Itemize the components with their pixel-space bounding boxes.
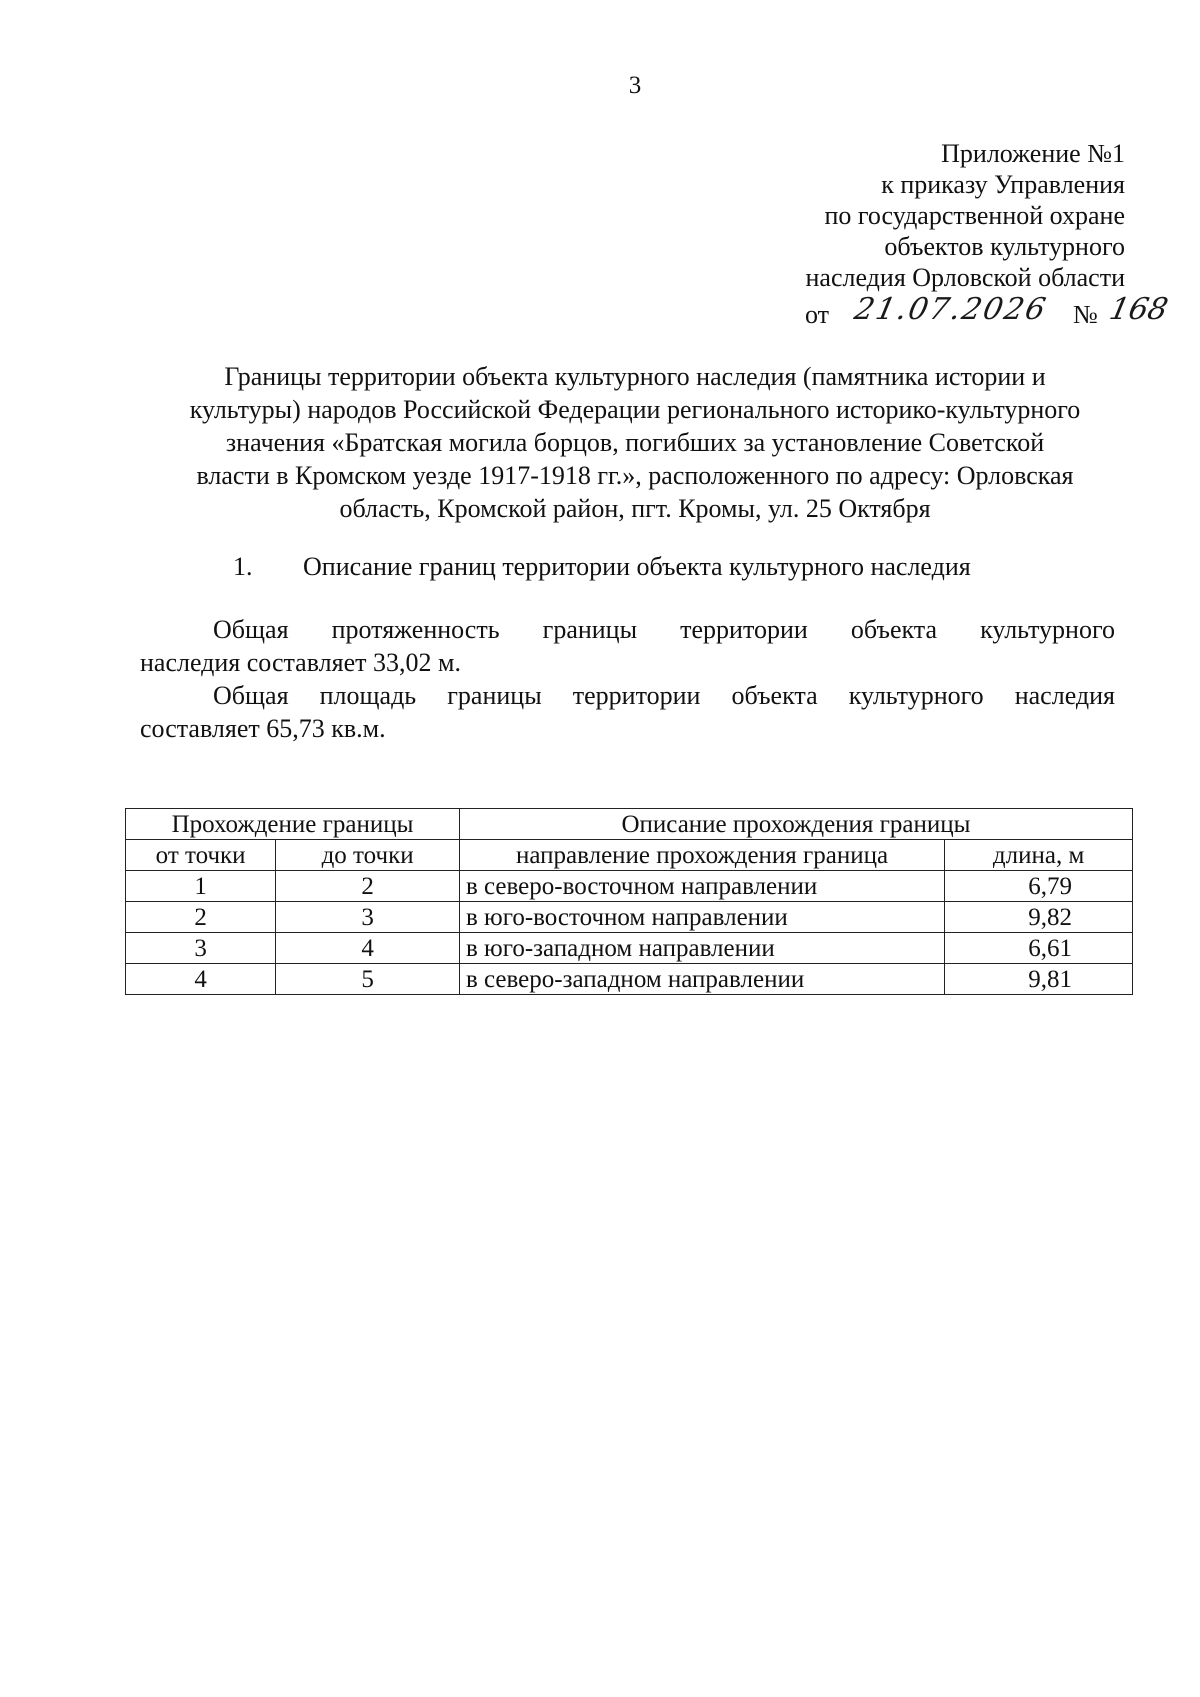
cell-to: 3 (276, 902, 460, 933)
paragraph-line: Общая протяженность границы территории объекта культурного (213, 615, 1115, 644)
appendix-line: объектов культурного (884, 232, 1125, 261)
boundary-table (125, 808, 1133, 995)
length-paragraph (140, 613, 1115, 679)
table-column-header-row (126, 840, 1133, 871)
paragraph-line: составляет 65,73 кв.м. (140, 714, 386, 743)
table-row (126, 933, 1133, 964)
title-line: Границы территории объекта культурного наследия (памятника истории и (224, 362, 1046, 391)
document-title (140, 360, 1130, 525)
area-paragraph (140, 679, 1115, 745)
appendix-line: наследия Орловской области (805, 263, 1125, 292)
column-header-from: от точки (126, 840, 276, 871)
cell-direction: в северо-западном направлении (459, 964, 944, 995)
appendix-line: Приложение №1 (941, 139, 1125, 168)
cell-to: 2 (276, 871, 460, 902)
cell-length: 9,82 (945, 902, 1133, 933)
paragraph-line: наследия составляет 33,02 м. (140, 648, 461, 677)
cell-from: 2 (126, 902, 276, 933)
handwritten-date: 21.07.2026 (851, 292, 1051, 327)
appendix-line: по государственной охране (824, 201, 1125, 230)
table-row (126, 964, 1133, 995)
from-label: от (805, 300, 830, 329)
paragraph-line: Общая площадь границы территории объекта культурного наследия (213, 681, 1115, 710)
cell-to: 5 (276, 964, 460, 995)
cell-length: 6,79 (945, 871, 1133, 902)
section-number: 1. (233, 552, 253, 581)
number-label: № (1073, 300, 1098, 329)
title-line: культуры) народов Российской Федерации регионального историко-культурного (189, 395, 1081, 424)
title-line: значения «Братская могила борцов, погибших за установление Советской (225, 428, 1045, 457)
title-line: власти в Кромском уезде 1917-1918 гг.», расположенного по адресу: Орловская (196, 461, 1074, 490)
group-header-description: Описание прохождения границы (459, 809, 1132, 840)
cell-direction: в северо-восточном направлении (459, 871, 944, 902)
handwritten-number: 168 (1106, 292, 1171, 327)
cell-from: 3 (126, 933, 276, 964)
column-header-length: длина, м (945, 840, 1133, 871)
group-header-passage: Прохождение границы (126, 809, 460, 840)
appendix-header (705, 138, 1125, 293)
order-date-number (805, 292, 1171, 336)
cell-direction: в юго-восточном направлении (459, 902, 944, 933)
column-header-direction: направление прохождения граница (459, 840, 944, 871)
column-header-to: до точки (276, 840, 460, 871)
section-title: Описание границ территории объекта культурного наследия (303, 552, 971, 581)
cell-to: 4 (276, 933, 460, 964)
cell-direction: в юго-западном направлении (459, 933, 944, 964)
table-row (126, 902, 1133, 933)
table-group-header-row (126, 809, 1133, 840)
cell-length: 6,61 (945, 933, 1133, 964)
table-row (126, 871, 1133, 902)
page-number: 3 (628, 72, 642, 99)
cell-from: 1 (126, 871, 276, 902)
title-line: область, Кромской район, пгт. Кромы, ул. 25 Октября (339, 494, 931, 523)
appendix-line: к приказу Управления (881, 170, 1125, 199)
cell-length: 9,81 (945, 964, 1133, 995)
cell-from: 4 (126, 964, 276, 995)
